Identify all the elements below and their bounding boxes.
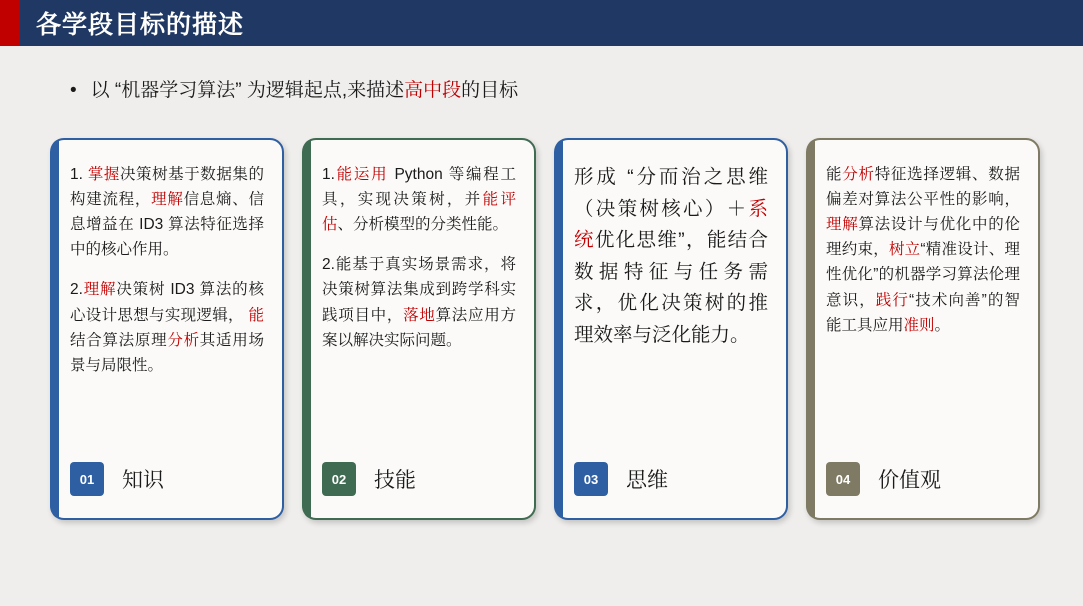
card-body (322, 162, 516, 353)
card-number-badge: 01 (70, 462, 104, 496)
bullet-text-after: 的目标 (461, 80, 519, 101)
bullet-line (70, 78, 518, 105)
card-text-run: 特征选择逻辑、数据偏差对算法公平性的影响， (826, 166, 1020, 209)
card-label: 技能 (374, 469, 416, 492)
card-accent-bar (808, 140, 815, 518)
card-paragraph (322, 252, 516, 352)
card-text-run: 信息熵、信息增益在 ID3 算法特征选择中的核心作用。 (70, 191, 264, 259)
card-accent-bar (304, 140, 311, 518)
card-footer (322, 462, 416, 496)
card-text-highlight: 落地 (403, 306, 436, 324)
card-text-highlight: 准则 (903, 316, 935, 334)
card-text-run: “技术向善”的智能工具应用 (826, 291, 1020, 334)
card-text-highlight: 能评估 (322, 191, 516, 234)
goal-card-04 (806, 138, 1040, 520)
card-label: 思维 (626, 469, 668, 492)
card-text-run: “精准设计、理性优化”的机器学习算法伦理意识， (826, 241, 1020, 309)
bullet-text-before: 以 “机器学习算法” 为逻辑起点,来描述 (90, 80, 405, 101)
goal-cards-row (50, 138, 1040, 520)
card-number-badge: 02 (322, 462, 356, 496)
card-text-run: Python 等编程工具，实现决策树，并 (322, 166, 516, 209)
card-text-run: 优化思维”，能结合数据特征与任务需求，优化决策树的推理效率与泛化能力。 (574, 229, 768, 346)
card-accent-bar (556, 140, 563, 518)
card-text-highlight: 能运用 (334, 166, 389, 183)
card-text-run: 、分析模型的分类性能。 (337, 216, 509, 234)
slide-title-bar (0, 0, 1083, 46)
bullet-text-highlight: 高中段 (404, 80, 462, 101)
card-text-run: 形成 “分而治之思维（决策树核心）＋ (574, 166, 768, 220)
card-text-run: 决策树基于数据集的构建流程， (70, 166, 264, 209)
card-text-run: 算法设计与优化中的伦理约束， (826, 216, 1020, 259)
card-text-run: 1. (322, 166, 335, 183)
goal-card-02 (302, 138, 536, 520)
bullet-text (91, 78, 519, 105)
card-text-run: 决策树 ID3 算法的核心设计思想与实现逻辑， (70, 281, 264, 324)
card-body (70, 162, 264, 378)
card-text-highlight: 分析 (842, 166, 875, 183)
card-accent-bar (52, 140, 59, 518)
page-title: 各学段目标的描述 (36, 11, 245, 39)
card-footer (574, 462, 668, 496)
card-text-run: 2.能基于真实场景需求，将决策树算法集成到跨学科实践项目中， (322, 256, 516, 324)
card-paragraph (70, 162, 264, 262)
card-text-highlight: 理解 (151, 191, 184, 209)
card-paragraph (826, 162, 1020, 338)
card-paragraph (70, 277, 264, 377)
card-text-run: 结合算法原理 (70, 331, 168, 349)
card-body (826, 162, 1020, 338)
card-number-badge: 04 (826, 462, 860, 496)
goal-card-01 (50, 138, 284, 520)
card-label: 价值观 (878, 469, 941, 492)
card-body (574, 162, 768, 351)
card-text-highlight: 理解 (82, 281, 117, 299)
card-text-run: 。 (934, 316, 951, 334)
card-text-highlight: 践行 (875, 291, 909, 309)
card-footer (70, 462, 164, 496)
card-text-run: 算法应用方案以解决实际问题。 (322, 306, 516, 349)
card-text-highlight: 分析 (167, 331, 200, 349)
card-paragraph (574, 162, 768, 351)
card-text-run: 其适用场景与局限性。 (70, 331, 264, 374)
card-number-badge: 03 (574, 462, 608, 496)
title-accent-bar (0, 0, 20, 46)
card-text-highlight: 理解 (826, 216, 859, 234)
card-label: 知识 (122, 469, 164, 492)
card-text-highlight: 掌握 (87, 166, 120, 183)
card-text-highlight: 能 (248, 306, 264, 324)
card-footer (826, 462, 941, 496)
bullet-marker-icon: • (70, 80, 77, 101)
goal-card-03 (554, 138, 788, 520)
card-text-highlight: 系统 (574, 197, 768, 252)
card-text-run: 1. (70, 166, 88, 183)
card-paragraph (322, 162, 516, 237)
card-text-highlight: 树立 (888, 241, 921, 259)
card-text-run: 2. (70, 281, 83, 299)
card-text-run: 能 (826, 166, 843, 183)
